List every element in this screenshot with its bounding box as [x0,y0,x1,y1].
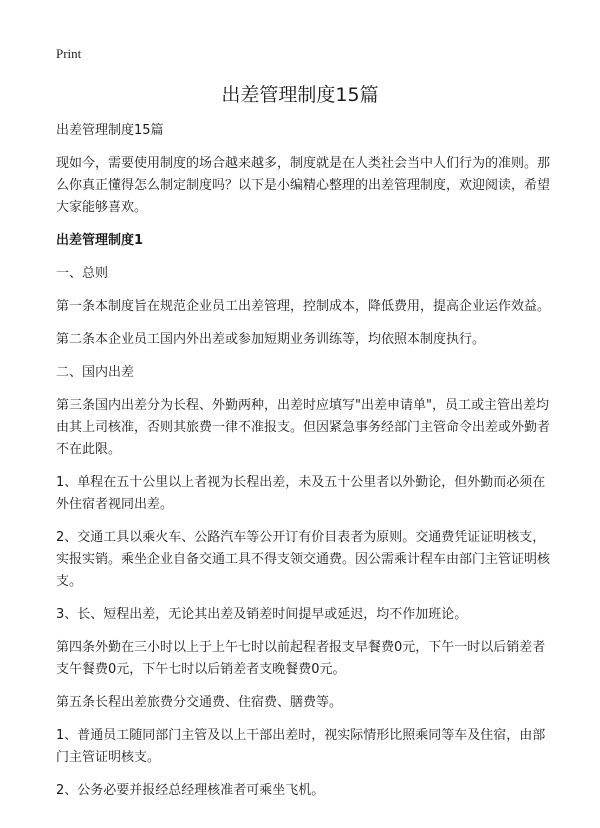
paragraph: 1、普通员工随同部门主管及以上干部出差时，视实际情形比照乘同等车及住宿，由部门主管证明核支。 [56,728,546,765]
paragraph: 第五条长程出差旅费分交通费、住宿费、膳费等。 [56,695,343,710]
print-link[interactable]: Print [56,46,82,61]
paragraph: 2、公务必要并报经总经理核准者可乘坐飞机。 [56,783,325,798]
paragraph: 一、总则 [56,266,109,281]
paragraph: 3、长、短程出差，无论其出差及销差时间提早或延迟，均不作加班论。 [56,607,468,622]
paragraph: 第三条国内出差分为长程、外勤两种，出差时应填写"出差申请单"，员工或主管出差均由其上司核准，否则其旅费一律不准报支。但因紧急事务经部门主管命令出差或外勤者不在此限。 [56,398,551,457]
paragraph: 2、交通工具以乘火车、公路汽车等公开订有价目表者为原则。交通费凭证证明核支，实报实销。乘坐企业自备交通工具不得支领交通费。因公需乘计程车由部门主管证明核支。 [56,530,551,589]
document-body [56,120,552,813]
paragraph: 二、国内出差 [56,365,135,380]
paragraph: 1、单程在五十公里以上者视为长程出差，未及五十公里者以外勤论，但外勤而必须在外住宿者视同出差。 [56,475,546,512]
paragraph: 第二条本企业员工国内外出差或参加短期业务训练等，均依照本制度执行。 [56,332,486,347]
paragraph: 现如今，需要使用制度的场合越来越多，制度就是在人类社会当中人们行为的准则。那么你真正懂得怎么制定制度吗？以下是小编精心整理的出差管理制度，欢迎阅读，希望大家能够喜欢。 [56,156,551,215]
paragraph: 第四条外勤在三小时以上于上午七时以前起程者报支早餐费0元，下午一时以后销差者支午餐费0元，下午七时以后销差者支晚餐费0元。 [56,640,546,677]
paragraph: 第一条本制度旨在规范企业员工出差管理，控制成本，降低费用，提高企业运作效益。 [56,299,551,314]
page-title: 出差管理制度15篇 [221,84,379,106]
paragraph: 出差管理制度15篇 [56,123,164,138]
section-heading: 出差管理制度1 [56,233,144,248]
